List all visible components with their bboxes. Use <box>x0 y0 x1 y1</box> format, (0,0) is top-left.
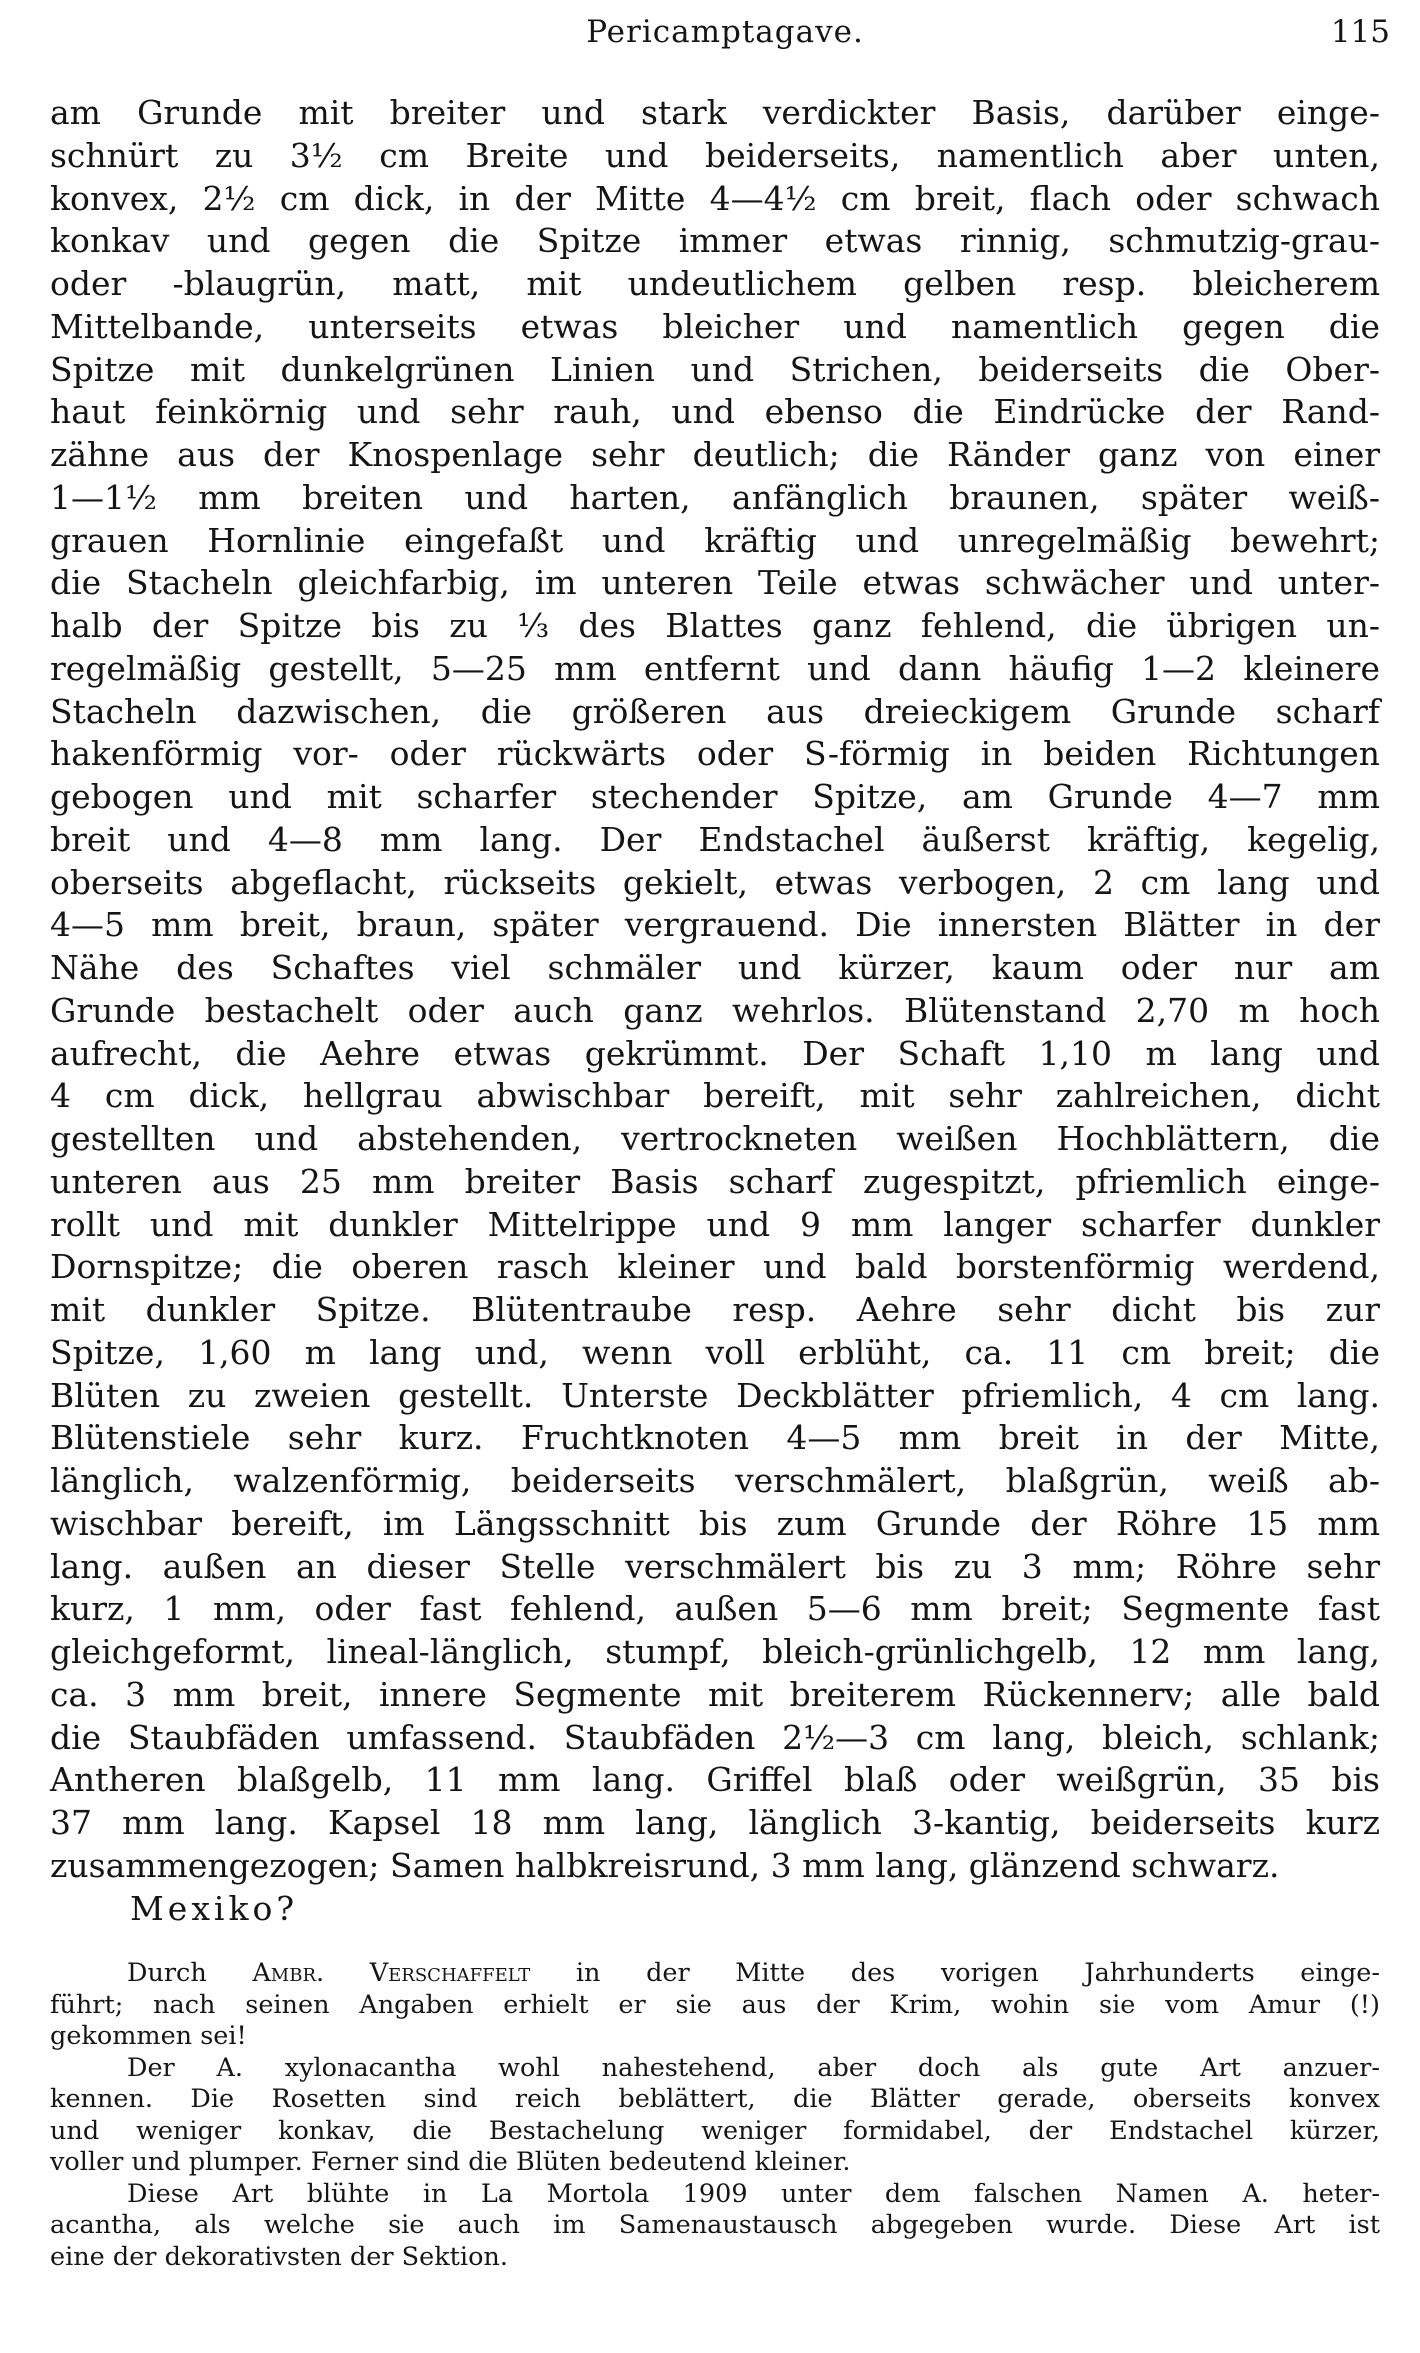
description-line: zähne aus der Knospenlage sehr deutlich; die Ränder ganz von einer <box>50 435 1380 474</box>
description-line: 4 cm dick, hellgrau abwischbar bereift, mit sehr zahlreichen, dicht <box>50 1076 1380 1116</box>
author-name: Ambr. Verschaffelt <box>252 1958 531 1988</box>
note-2-line-4: voller und plumper. Ferner sind die Blüten bedeutend kleiner. <box>50 2147 851 2177</box>
description-line: grauen Hornlinie eingefaßt und kräftig und unregelmäßig bewehrt; <box>50 520 1380 560</box>
running-header <box>50 8 1400 56</box>
note-1-line-2: führt; nach seinen Angaben erhielt er sie aus der Krim, wohin sie vom Amur (!) <box>50 1989 1380 2020</box>
description-line: 37 mm lang. Kapsel 18 mm lang, länglich 3-kantig, beiderseits kurz <box>50 1803 1380 1842</box>
description-line: Nähe des Schaftes viel schmäler und kürzer, kaum oder nur am <box>50 948 1380 987</box>
description-lines <box>50 92 1380 1888</box>
description-line: Blütenstiele sehr kurz. Fruchtknoten 4—5 mm breit in der Mitte, <box>50 1418 1380 1458</box>
note-2-line-1: Der A. xylonacantha wohl nahestehend, aber doch als gute Art anzuer- <box>127 2052 1380 2083</box>
description-line: die Staubfäden umfassend. Staubfäden 2½—3 cm lang, bleich, schlank; <box>50 1717 1380 1757</box>
description-line: breit und 4—8 mm lang. Der Endstachel äußerst kräftig, kegelig, <box>50 819 1380 859</box>
description-line: hakenförmig vor- oder rückwärts oder S-förmig in beiden Richtungen <box>50 734 1380 774</box>
description-line: gestellten und abstehenden, vertrockneten weißen Hochblättern, die <box>50 1119 1380 1158</box>
locality: Mexiko? <box>130 1888 299 1928</box>
description-line: Antheren blaßgelb, 11 mm lang. Griffel blaß oder weißgrün, 35 bis <box>50 1760 1380 1800</box>
species-description <box>50 92 1380 1930</box>
description-line: Blüten zu zweien gestellt. Unterste Deckblätter pfriemlich, 4 cm lang. <box>50 1375 1380 1415</box>
description-line: wischbar bereift, im Längsschnitt bis zum Grunde der Röhre 15 mm <box>50 1503 1380 1543</box>
description-line: unteren aus 25 mm breiter Basis scharf zugespitzt, pfriemlich einge- <box>50 1161 1380 1201</box>
note-1-line-3: gekommen sei! <box>50 2021 247 2051</box>
description-line: Grunde bestachelt oder auch ganz wehrlos. Blütenstand 2,70 m hoch <box>50 990 1380 1030</box>
description-line: oberseits abgeflacht, rückseits gekielt, etwas verbogen, 2 cm lang und <box>50 862 1380 902</box>
description-line: 4—5 mm breit, braun, später vergrauend. Die innersten Blätter in der <box>50 905 1380 945</box>
description-line: Spitze mit dunkelgrünen Linien und Strichen, beiderseits die Ober- <box>50 349 1380 389</box>
description-line: Stacheln dazwischen, die größeren aus dreieckigem Grunde scharf <box>50 691 1380 731</box>
note-2-line-3: und weniger konkav, die Bestachelung weniger formidabel, der Endstachel kürzer, <box>50 2115 1380 2146</box>
description-line: halb der Spitze bis zu ⅓ des Blattes ganz fehlend, die übrigen un- <box>50 606 1380 645</box>
note-2-line-2: kennen. Die Rosetten sind reich beblättert, die Blätter gerade, oberseits konvex <box>50 2084 1380 2114</box>
description-line: Dornspitze; die oberen rasch kleiner und bald borstenförmig werdend, <box>50 1247 1380 1287</box>
description-line: konkav und gegen die Spitze immer etwas rinnig, schmutzig-grau- <box>50 221 1380 261</box>
description-line: zusammengezogen; Samen halbkreisrund, 3 mm lang, glänzend schwarz. <box>50 1845 1280 1885</box>
description-line: gebogen und mit scharfer stechender Spitze, am Grunde 4—7 mm <box>50 777 1380 816</box>
description-line: konvex, 2½ cm dick, in der Mitte 4—4½ cm breit, flach oder schwach <box>50 178 1380 218</box>
description-line: haut feinkörnig und sehr rauh, und ebenso die Eindrücke der Rand- <box>50 392 1380 432</box>
description-line: regelmäßig gestellt, 5—25 mm entfernt und dann häufig 1—2 kleinere <box>50 648 1380 688</box>
description-line: Spitze, 1,60 m lang und, wenn voll erblüht, ca. 11 cm breit; die <box>50 1332 1380 1372</box>
description-line: oder -blaugrün, matt, mit undeutlichem gelben resp. bleicherem <box>50 264 1380 303</box>
notes <box>50 1958 1380 2273</box>
description-line: Mittelbande, unterseits etwas bleicher und namentlich gegen die <box>50 306 1380 346</box>
description-line: am Grunde mit breiter und stark verdickter Basis, darüber einge- <box>50 93 1380 132</box>
running-title: Pericamptagave. <box>586 14 864 50</box>
description-line: kurz, 1 mm, oder fast fehlend, außen 5—6 mm breit; Segmente fast <box>50 1589 1380 1629</box>
description-line: 1—1½ mm breiten und harten, anfänglich braunen, später weiß- <box>50 477 1380 517</box>
page-number: 115 <box>1330 14 1390 50</box>
note-3-line-1: Diese Art blühte in La Mortola 1909 unter dem falschen Namen A. heter- <box>127 2178 1380 2209</box>
description-line: rollt und mit dunkler Mittelrippe und 9 mm langer scharfer dunkler <box>50 1204 1380 1244</box>
note-1-line-1: Durch Ambr. Verschaffelt in der Mitte des vorigen Jahrhunderts einge- <box>127 1958 1380 1988</box>
description-line: mit dunkler Spitze. Blütentraube resp. Aehre sehr dicht bis zur <box>50 1290 1380 1329</box>
description-line: aufrecht, die Aehre etwas gekrümmt. Der Schaft 1,10 m lang und <box>50 1033 1380 1073</box>
description-line: gleichgeformt, lineal-länglich, stumpf, bleich-grünlichgelb, 12 mm lang, <box>50 1632 1380 1671</box>
description-line: schnürt zu 3½ cm Breite und beiderseits, namentlich aber unten, <box>50 135 1380 175</box>
note-3-line-2: acantha, als welche sie auch im Samenaustausch abgegeben wurde. Diese Art ist <box>50 2210 1380 2240</box>
description-line: lang. außen an dieser Stelle verschmälert bis zu 3 mm; Röhre sehr <box>50 1546 1380 1586</box>
note-3-line-3: eine der dekorativsten der Sektion. <box>50 2241 508 2272</box>
description-line: die Stacheln gleichfarbig, im unteren Teile etwas schwächer und unter- <box>50 563 1380 603</box>
description-line: ca. 3 mm breit, innere Segmente mit breiterem Rückennerv; alle bald <box>50 1674 1380 1714</box>
description-line: länglich, walzenförmig, beiderseits verschmälert, blaßgrün, weiß ab- <box>50 1461 1380 1500</box>
